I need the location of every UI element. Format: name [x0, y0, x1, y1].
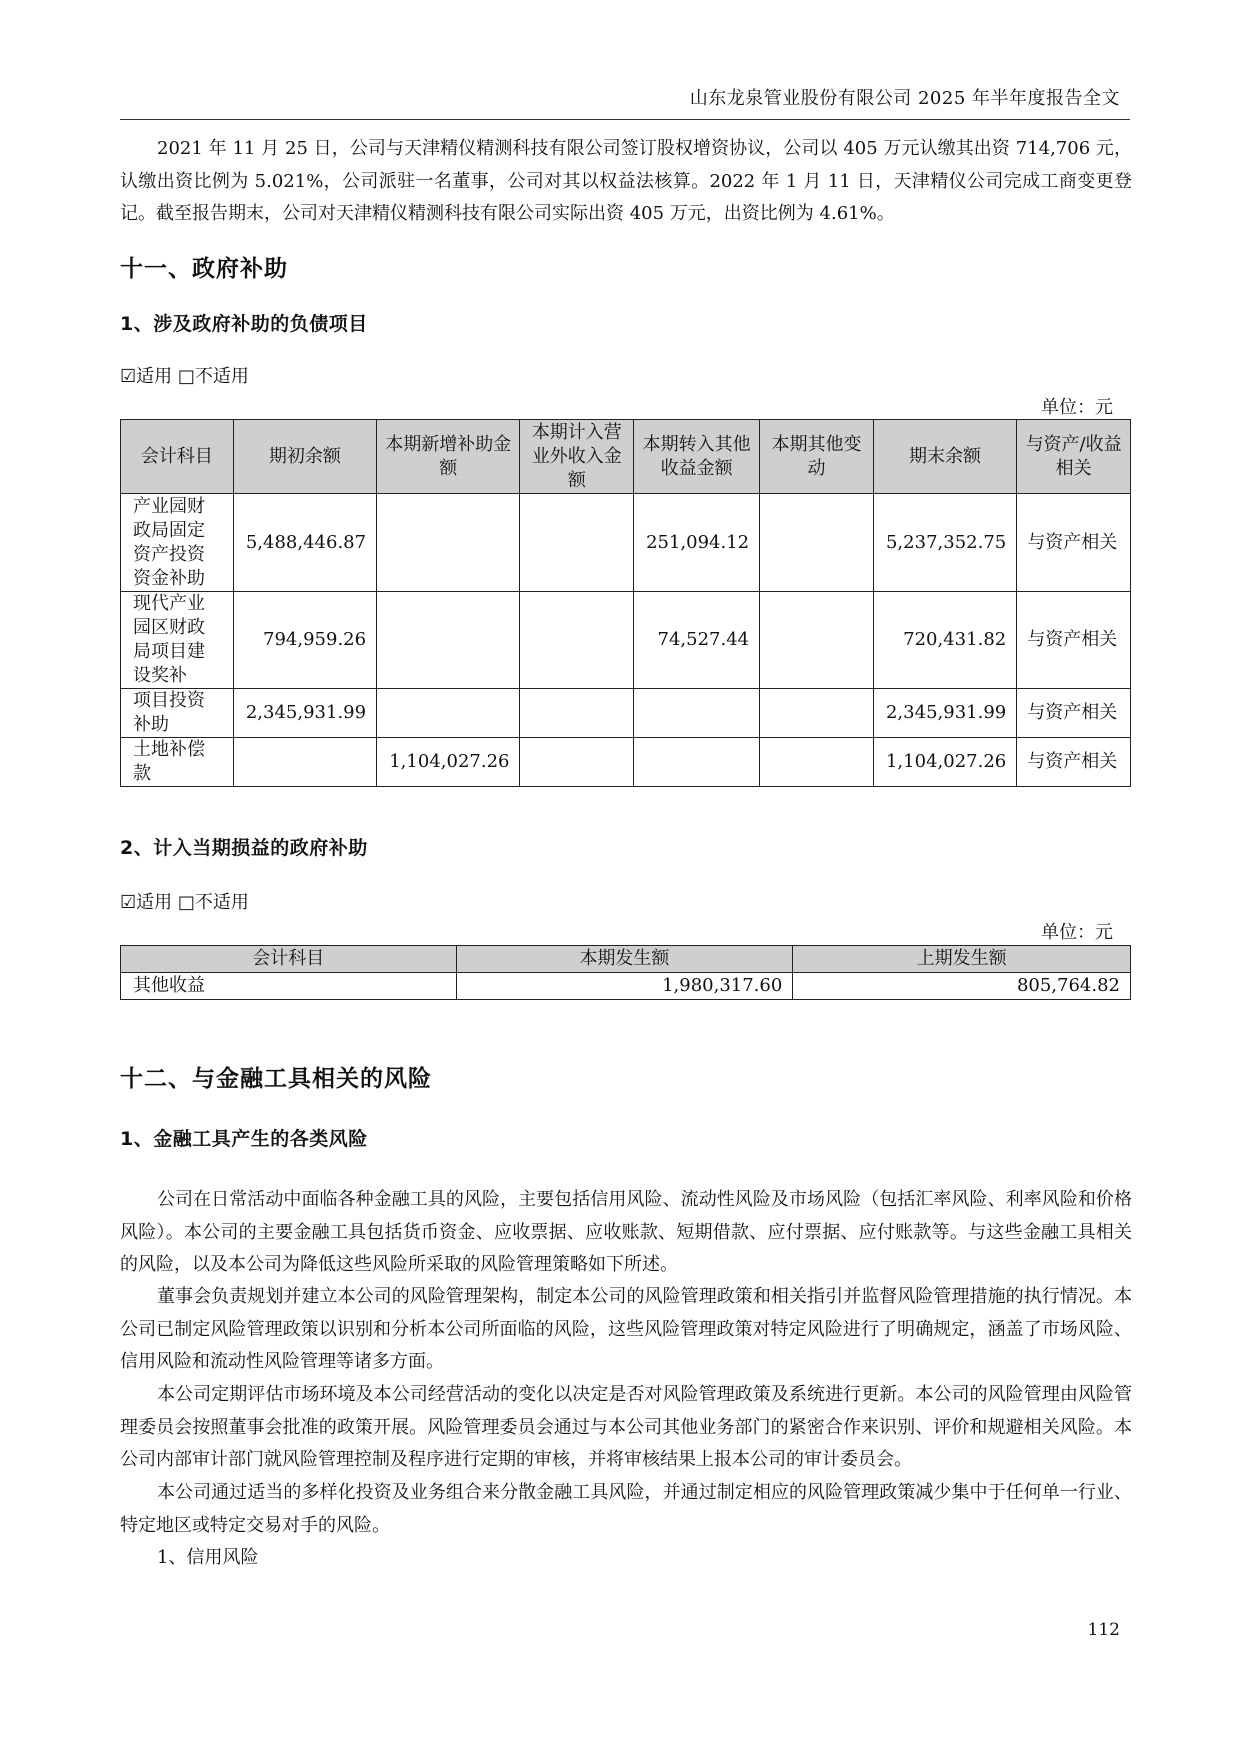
new-subsidy-cell — [377, 689, 520, 738]
non-operating-income-cell — [520, 592, 634, 689]
column-header: 本期计入营业外收入金额 — [520, 420, 634, 494]
opening-balance-cell: 794,959.26 — [233, 592, 376, 689]
column-header: 本期新增补助金额 — [377, 420, 520, 494]
new-subsidy-cell — [377, 494, 520, 592]
column-header: 会计科目 — [121, 420, 234, 494]
section-12-heading: 十二、与金融工具相关的风险 — [120, 1066, 432, 1092]
related-to-cell: 与资产相关 — [1017, 592, 1131, 689]
account-name-cell: 其他收益 — [121, 973, 457, 1000]
opening-balance-cell: 2,345,931.99 — [233, 689, 376, 738]
related-to-cell: 与资产相关 — [1017, 689, 1131, 738]
subsection-11-2-heading: 2、计入当期损益的政府补助 — [120, 837, 368, 859]
non-operating-income-cell — [520, 738, 634, 787]
closing-balance-cell: 720,431.82 — [873, 592, 1016, 689]
column-header: 期初余额 — [233, 420, 376, 494]
unit-label: 单位：元 — [1041, 397, 1113, 418]
other-income-transfer-cell — [634, 738, 760, 787]
other-change-cell — [760, 592, 874, 689]
opening-balance-cell: 5,488,446.87 — [233, 494, 376, 592]
table-row — [121, 738, 1131, 787]
table-header-row — [121, 420, 1131, 494]
table-row — [121, 689, 1131, 738]
column-header: 上期发生额 — [793, 946, 1131, 973]
column-header: 期末余额 — [873, 420, 1016, 494]
account-name-cell: 土地补偿款 — [121, 738, 234, 787]
account-name-cell: 项目投资补助 — [121, 689, 234, 738]
closing-balance-cell: 2,345,931.99 — [873, 689, 1016, 738]
closing-balance-cell: 1,104,027.26 — [873, 738, 1016, 787]
other-income-transfer-cell: 251,094.12 — [634, 494, 760, 592]
column-header: 会计科目 — [121, 946, 457, 973]
report-header-title: 山东龙泉管业股份有限公司 2025 年半年度报告全文 — [689, 88, 1120, 109]
subsection-12-1-heading: 1、金融工具产生的各类风险 — [120, 1128, 368, 1150]
intro-paragraph: 2021 年 11 月 25 日，公司与天津精仪精测科技有限公司签订股权增资协议，公司以 405 万元认缴其出资 714,706 元，认缴出资比例为 5.021%，公司派驻一名董事，公司对其以权益法核算。2022 年 1 月 11 日，天津精仪公司完成工商变更登记。截至报告期末，公司对天津精仪精测科技有限公司实际出资 405 万元，出资比例为 4.61%。 — [120, 138, 1132, 224]
account-name-cell: 产业园财政局固定资产投资资金补助 — [121, 494, 234, 592]
risk-paragraph: 公司在日常活动中面临各种金融工具的风险，主要包括信用风险、流动性风险及市场风险（包括汇率风险、利率风险和价格风险）。本公司的主要金融工具包括货币资金、应收票据、应收账款、短期借款、应付票据、应付账款等。与这些金融工具相关的风险，以及本公司为降低这些风险所采取的风险管理策略如下所述。 — [120, 1189, 1132, 1275]
current-period-amount-cell: 1,980,317.60 — [456, 973, 793, 1000]
other-income-transfer-cell — [634, 689, 760, 738]
header-divider — [120, 119, 1130, 120]
column-header: 与资产/收益相关 — [1017, 420, 1131, 494]
table-row — [121, 973, 1131, 1000]
other-change-cell — [760, 494, 874, 592]
opening-balance-cell — [233, 738, 376, 787]
subsection-11-1-heading: 1、涉及政府补助的负债项目 — [120, 313, 368, 335]
risk-paragraph: 董事会负责规划并建立本公司的风险管理架构，制定本公司的风险管理政策和相关指引并监督风险管理措施的执行情况。本公司已制定风险管理政策以识别和分析本公司所面临的风险，这些风险管理政策对特定风险进行了明确规定，涵盖了市场风险、信用风险和流动性风险管理等诸多方面。 — [120, 1286, 1132, 1372]
new-subsidy-cell: 1,104,027.26 — [377, 738, 520, 787]
column-header: 本期其他变动 — [760, 420, 874, 494]
related-to-cell: 与资产相关 — [1017, 494, 1131, 592]
non-operating-income-cell — [520, 689, 634, 738]
other-change-cell — [760, 689, 874, 738]
other-change-cell — [760, 738, 874, 787]
applicable-checkbox-line: ☑适用 □不适用 — [120, 366, 249, 387]
other-income-transfer-cell: 74,527.44 — [634, 592, 760, 689]
profit-loss-subsidy-table — [120, 945, 1131, 1000]
page-number: 112 — [1087, 1620, 1120, 1640]
column-header: 本期发生额 — [456, 946, 793, 973]
table-header-row — [121, 946, 1131, 973]
unit-label: 单位：元 — [1041, 922, 1113, 943]
closing-balance-cell: 5,237,352.75 — [873, 494, 1016, 592]
applicable-checkbox-line: ☑适用 □不适用 — [120, 892, 249, 913]
liability-subsidy-table — [120, 419, 1131, 787]
column-header: 本期转入其他收益金额 — [634, 420, 760, 494]
account-name-cell: 现代产业园区财政局项目建设奖补 — [121, 592, 234, 689]
credit-risk-label: 1、信用风险 — [157, 1547, 259, 1568]
non-operating-income-cell — [520, 494, 634, 592]
new-subsidy-cell — [377, 592, 520, 689]
risk-paragraph: 本公司定期评估市场环境及本公司经营活动的变化以决定是否对风险管理政策及系统进行更新。本公司的风险管理由风险管理委员会按照董事会批准的政策开展。风险管理委员会通过与本公司其他业务部门的紧密合作来识别、评价和规避相关风险。本公司内部审计部门就风险管理控制及程序进行定期的审核，并将审核结果上报本公司的审计委员会。 — [120, 1384, 1132, 1470]
table-row — [121, 592, 1131, 689]
table-row — [121, 494, 1131, 592]
section-11-heading: 十一、政府补助 — [120, 256, 288, 282]
prior-period-amount-cell: 805,764.82 — [793, 973, 1131, 1000]
related-to-cell: 与资产相关 — [1017, 738, 1131, 787]
risk-paragraph: 本公司通过适当的多样化投资及业务组合来分散金融工具风险，并通过制定相应的风险管理政策减少集中于任何单一行业、特定地区或特定交易对手的风险。 — [120, 1482, 1132, 1536]
